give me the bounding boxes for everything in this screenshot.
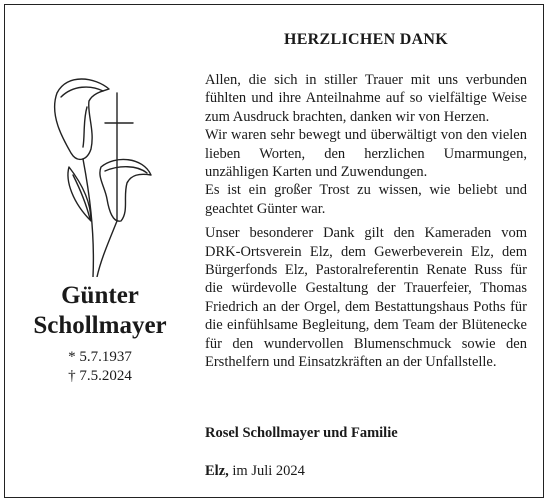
paragraph-4: Unser besonderer Dank gilt den Kameraden vom DRK-Ortsverein Elz, dem Gewerbeverein Elz, dem Bürgerfonds Elz, Pastoralreferentin Renate Russ für die würdevolle Gestaltung der Trauerfeier, Thomas Friedrich an der Orgel, dem Bestattungshaus Poths für die einfühlsame Begleitung, dem Team der Blütenecke für den wundervollen Blumenschmuck sowie den Ersthelfern und Einsatzkräften an der Unfallstelle. [205,225,527,371]
deceased-last-name: Schollmayer [33,312,167,339]
place: Elz, [205,463,229,479]
date: im Juli 2024 [232,463,305,479]
paragraph-1: Allen, die sich in stiller Trauer mit uns verbunden fühlten und ihre Anteilnahme auf so vielfältige Weise zum Ausdruck brachten, danken wir von Herzen. [205,72,527,125]
signature: Rosel Schollmayer und Familie [205,425,398,441]
calla-lily-cross-icon [43,71,155,277]
notice-frame [4,4,544,498]
left-column [5,5,195,497]
paragraph-2: Wir waren sehr bewegt und überwältigt von den vielen lieben Worten, den herzlichen Umarmungen, unzähligen Karten und Zuwendungen. [205,127,527,181]
paragraph-3: Es ist ein großer Trost zu wissen, wie beliebt und geachtet Günter war. [205,182,527,217]
birth-date: * 5.7.1937 [68,349,132,365]
notice-heading: HERZLICHEN DANK [283,31,449,48]
death-date: † 7.5.2024 [68,368,132,384]
deceased-first-name: Günter [61,282,139,309]
thank-you-text [205,71,527,372]
place-date [205,463,527,480]
